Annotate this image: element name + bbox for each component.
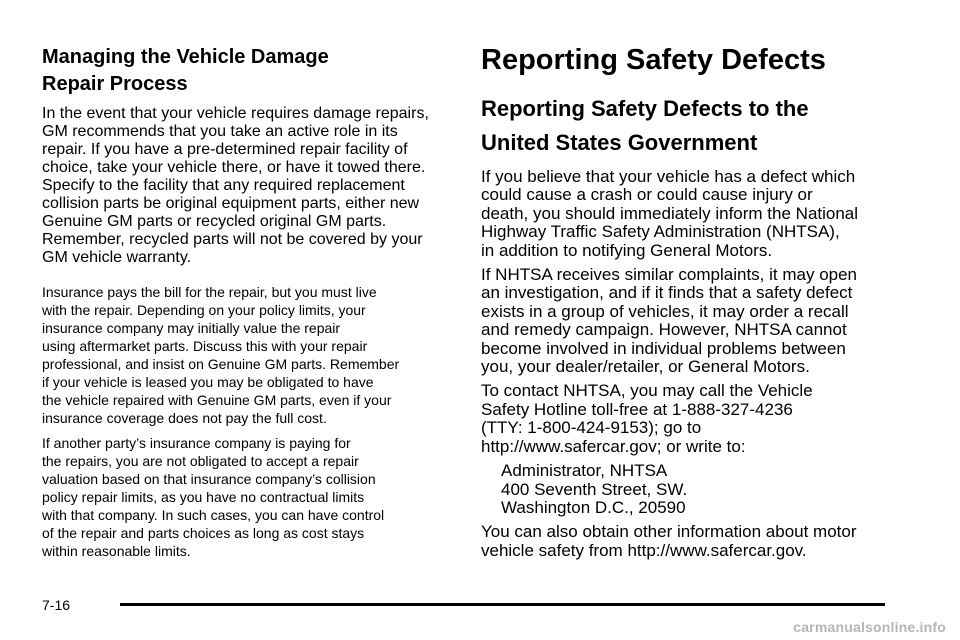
right-column — [481, 42, 901, 566]
left-column: Managing the Vehicle Damage Repair Process In the event that your vehicle requires damage repairs, GM recommends that you take an active role in its repair. If you have a pre-determined repair facility of choice, take your vehicle there, or have it towed there. Specify to the facility that any required replacement collision parts be original equipment parts, either new Genuine GM parts or recycled original GM parts. Remember, recycled parts will not be covered by your GM vehicle warranty. Insurance pays the bill for the repair, but you must live with the repair. Depending on your policy limits, your insurance company may initially value the repair using aftermarket parts. Discuss this with your repair professional, and insist on Genuine GM parts. Remember if your vehicle is leased you may be obligated to have the vehicle repaired with Genuine GM parts, even if your insurance coverage does not pay the full cost. If another party’s insurance company is paying for the repairs, you are not obligated to accept a repair valuation based on that insurance company’s collision policy repair limits, as you have no contractual limits with that company. In such cases, you can have control of the repair and parts choices as long as cost stays within reasonable limits. — [42, 44, 442, 567]
paragraph-contact-nhtsa: To contact NHTSA, you may call the Vehicle Safety Hotline toll-free at 1-888-327-4236 (TTY: 1-800-424-9153); go to http://www.safercar.gov; or write to: — [481, 381, 813, 456]
watermark: carmanualsonline.info — [793, 619, 946, 635]
paragraph-nhtsa-investigation: If NHTSA receives similar complaints, it may open an investigation, and if it finds that a safety defect exists in a group of vehicles, it may order a recall and remedy campaign. However, NHTSA cannot become involved in individual problems between you, your dealer/retailer, or General Motors. — [481, 265, 858, 377]
section-heading-us-government: Reporting Safety Defects to the United States Government — [481, 96, 809, 155]
paragraph-defect-inform: If you believe that your vehicle has a defect which could cause a crash or could cause injury or death, you should immediately inform the National Highway Traffic Safety Administration (NHTSA), in addition to notifying General Motors. — [481, 167, 859, 260]
paragraph-insurance: Insurance pays the bill for the repair, but you must live with the repair. Depending on your policy limits, your insurance company may initially value the repair using aftermarket parts. Discuss this with your repair professional, and insist on Genuine GM parts. Remember if your vehicle is leased you may be obligated to have the vehicle repaired with Genuine GM parts, even if your insurance coverage does not pay the full cost. — [42, 284, 400, 426]
page-number: 7-16 — [42, 597, 71, 613]
nhtsa-address: Administrator, NHTSA 400 Seventh Street, SW. Washington D.C., 20590 — [501, 461, 688, 517]
footer-rule — [120, 603, 885, 606]
page-title: Reporting Safety Defects — [481, 44, 826, 76]
section-heading-damage-repair: Managing the Vehicle Damage Repair Process — [42, 46, 329, 95]
paragraph-closing: You can also obtain other information about motor vehicle safety from http://www.safercar.gov. — [481, 522, 857, 560]
paragraph-other-party: If another party’s insurance company is paying for the repairs, you are not obligated to accept a repair valuation based on that insurance company’s collision policy repair limits, as you have no contractual limits with that company. In such cases, you can have control of the repair and parts choices as long as cost stays within reasonable limits. — [42, 435, 385, 559]
